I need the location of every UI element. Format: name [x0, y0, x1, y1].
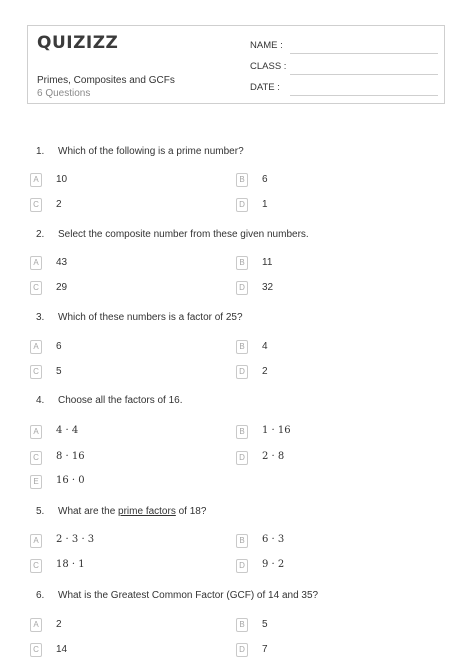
name-field[interactable]: [250, 40, 438, 54]
option-value: 6: [262, 174, 268, 185]
option-value: 11: [262, 257, 273, 268]
option-value: 29: [56, 282, 68, 293]
option-value: 4: [262, 341, 268, 352]
option-value: 5: [262, 619, 268, 630]
option-letter-box: C: [30, 365, 42, 379]
option-letter-box: D: [236, 281, 248, 295]
question-text: Which of the following is a prime number?: [58, 146, 244, 157]
date-field[interactable]: [250, 82, 438, 96]
question-number: 5.: [36, 506, 45, 517]
option-letter-box: D: [236, 365, 248, 379]
question-number: 1.: [36, 146, 45, 157]
worksheet-title: Primes, Composites and GCFs: [37, 75, 175, 86]
name-line: [290, 53, 438, 54]
option-letter-box: D: [236, 198, 248, 212]
quizizz-logo: QUIZIZZ: [37, 33, 119, 53]
option-value: 14: [56, 644, 68, 655]
option-value: 2: [56, 619, 62, 630]
option-value: 10: [56, 174, 68, 185]
option-value: 16 · 0: [56, 475, 85, 486]
option-letter-box: B: [236, 425, 248, 439]
option-letter-box: C: [30, 643, 42, 657]
option-value: 2: [262, 366, 268, 377]
option-letter-box: A: [30, 340, 42, 354]
worksheet-header: [27, 25, 445, 104]
question-text: What is the Greatest Common Factor (GCF) of 14 and 35?: [58, 590, 319, 601]
class-line: [290, 74, 438, 75]
option-value: 4 · 4: [56, 425, 79, 436]
option-value: 2 · 3 · 3: [56, 534, 95, 545]
question-number: 2.: [36, 229, 45, 240]
option-letter-box: B: [236, 256, 248, 270]
option-letter-box: D: [236, 559, 248, 573]
option-letter-box: A: [30, 425, 42, 439]
question-count: 6 Questions: [37, 88, 91, 99]
option-letter-box: A: [30, 534, 42, 548]
option-value: 9 · 2: [262, 559, 285, 570]
option-letter-box: A: [30, 173, 42, 187]
option-value: 6 · 3: [262, 534, 285, 545]
question-number: 4.: [36, 395, 45, 406]
option-letter-box: E: [30, 475, 42, 489]
option-letter-box: B: [236, 534, 248, 548]
option-letter-box: B: [236, 340, 248, 354]
question-text-start: What are the: [58, 506, 119, 517]
option-letter-box: A: [30, 256, 42, 270]
question-text: Select the composite number from these given numbers.: [58, 229, 309, 240]
option-value: 7: [262, 644, 268, 655]
class-field[interactable]: [250, 61, 438, 75]
option-letter-box: B: [236, 618, 248, 632]
prime-factors-term: prime factors: [118, 506, 176, 517]
date-label: DATE :: [250, 82, 280, 93]
option-value: 1: [262, 199, 268, 210]
option-letter-box: D: [236, 643, 248, 657]
option-letter-box: A: [30, 618, 42, 632]
option-value: 32: [262, 282, 274, 293]
date-line: [290, 95, 438, 96]
question-text-end: of 18?: [175, 506, 207, 517]
option-letter-box: B: [236, 173, 248, 187]
option-letter-box: C: [30, 559, 42, 573]
question-text: [58, 506, 206, 517]
option-value: 18 · 1: [56, 559, 85, 570]
question-text: Choose all the factors of 16.: [58, 395, 183, 406]
question-number: 6.: [36, 590, 45, 601]
option-value: 1 · 16: [262, 425, 291, 436]
option-value: 5: [56, 366, 62, 377]
option-value: 2: [56, 199, 62, 210]
option-letter-box: C: [30, 281, 42, 295]
name-label: NAME :: [250, 40, 283, 51]
option-letter-box: D: [236, 451, 248, 465]
question-text: Which of these numbers is a factor of 25?: [58, 312, 243, 323]
option-letter-box: C: [30, 451, 42, 465]
class-label: CLASS :: [250, 61, 287, 72]
option-value: 43: [56, 257, 68, 268]
option-value: 2 · 8: [262, 451, 285, 462]
question-number: 3.: [36, 312, 45, 323]
option-value: 6: [56, 341, 62, 352]
option-letter-box: C: [30, 198, 42, 212]
option-value: 8 · 16: [56, 451, 85, 462]
